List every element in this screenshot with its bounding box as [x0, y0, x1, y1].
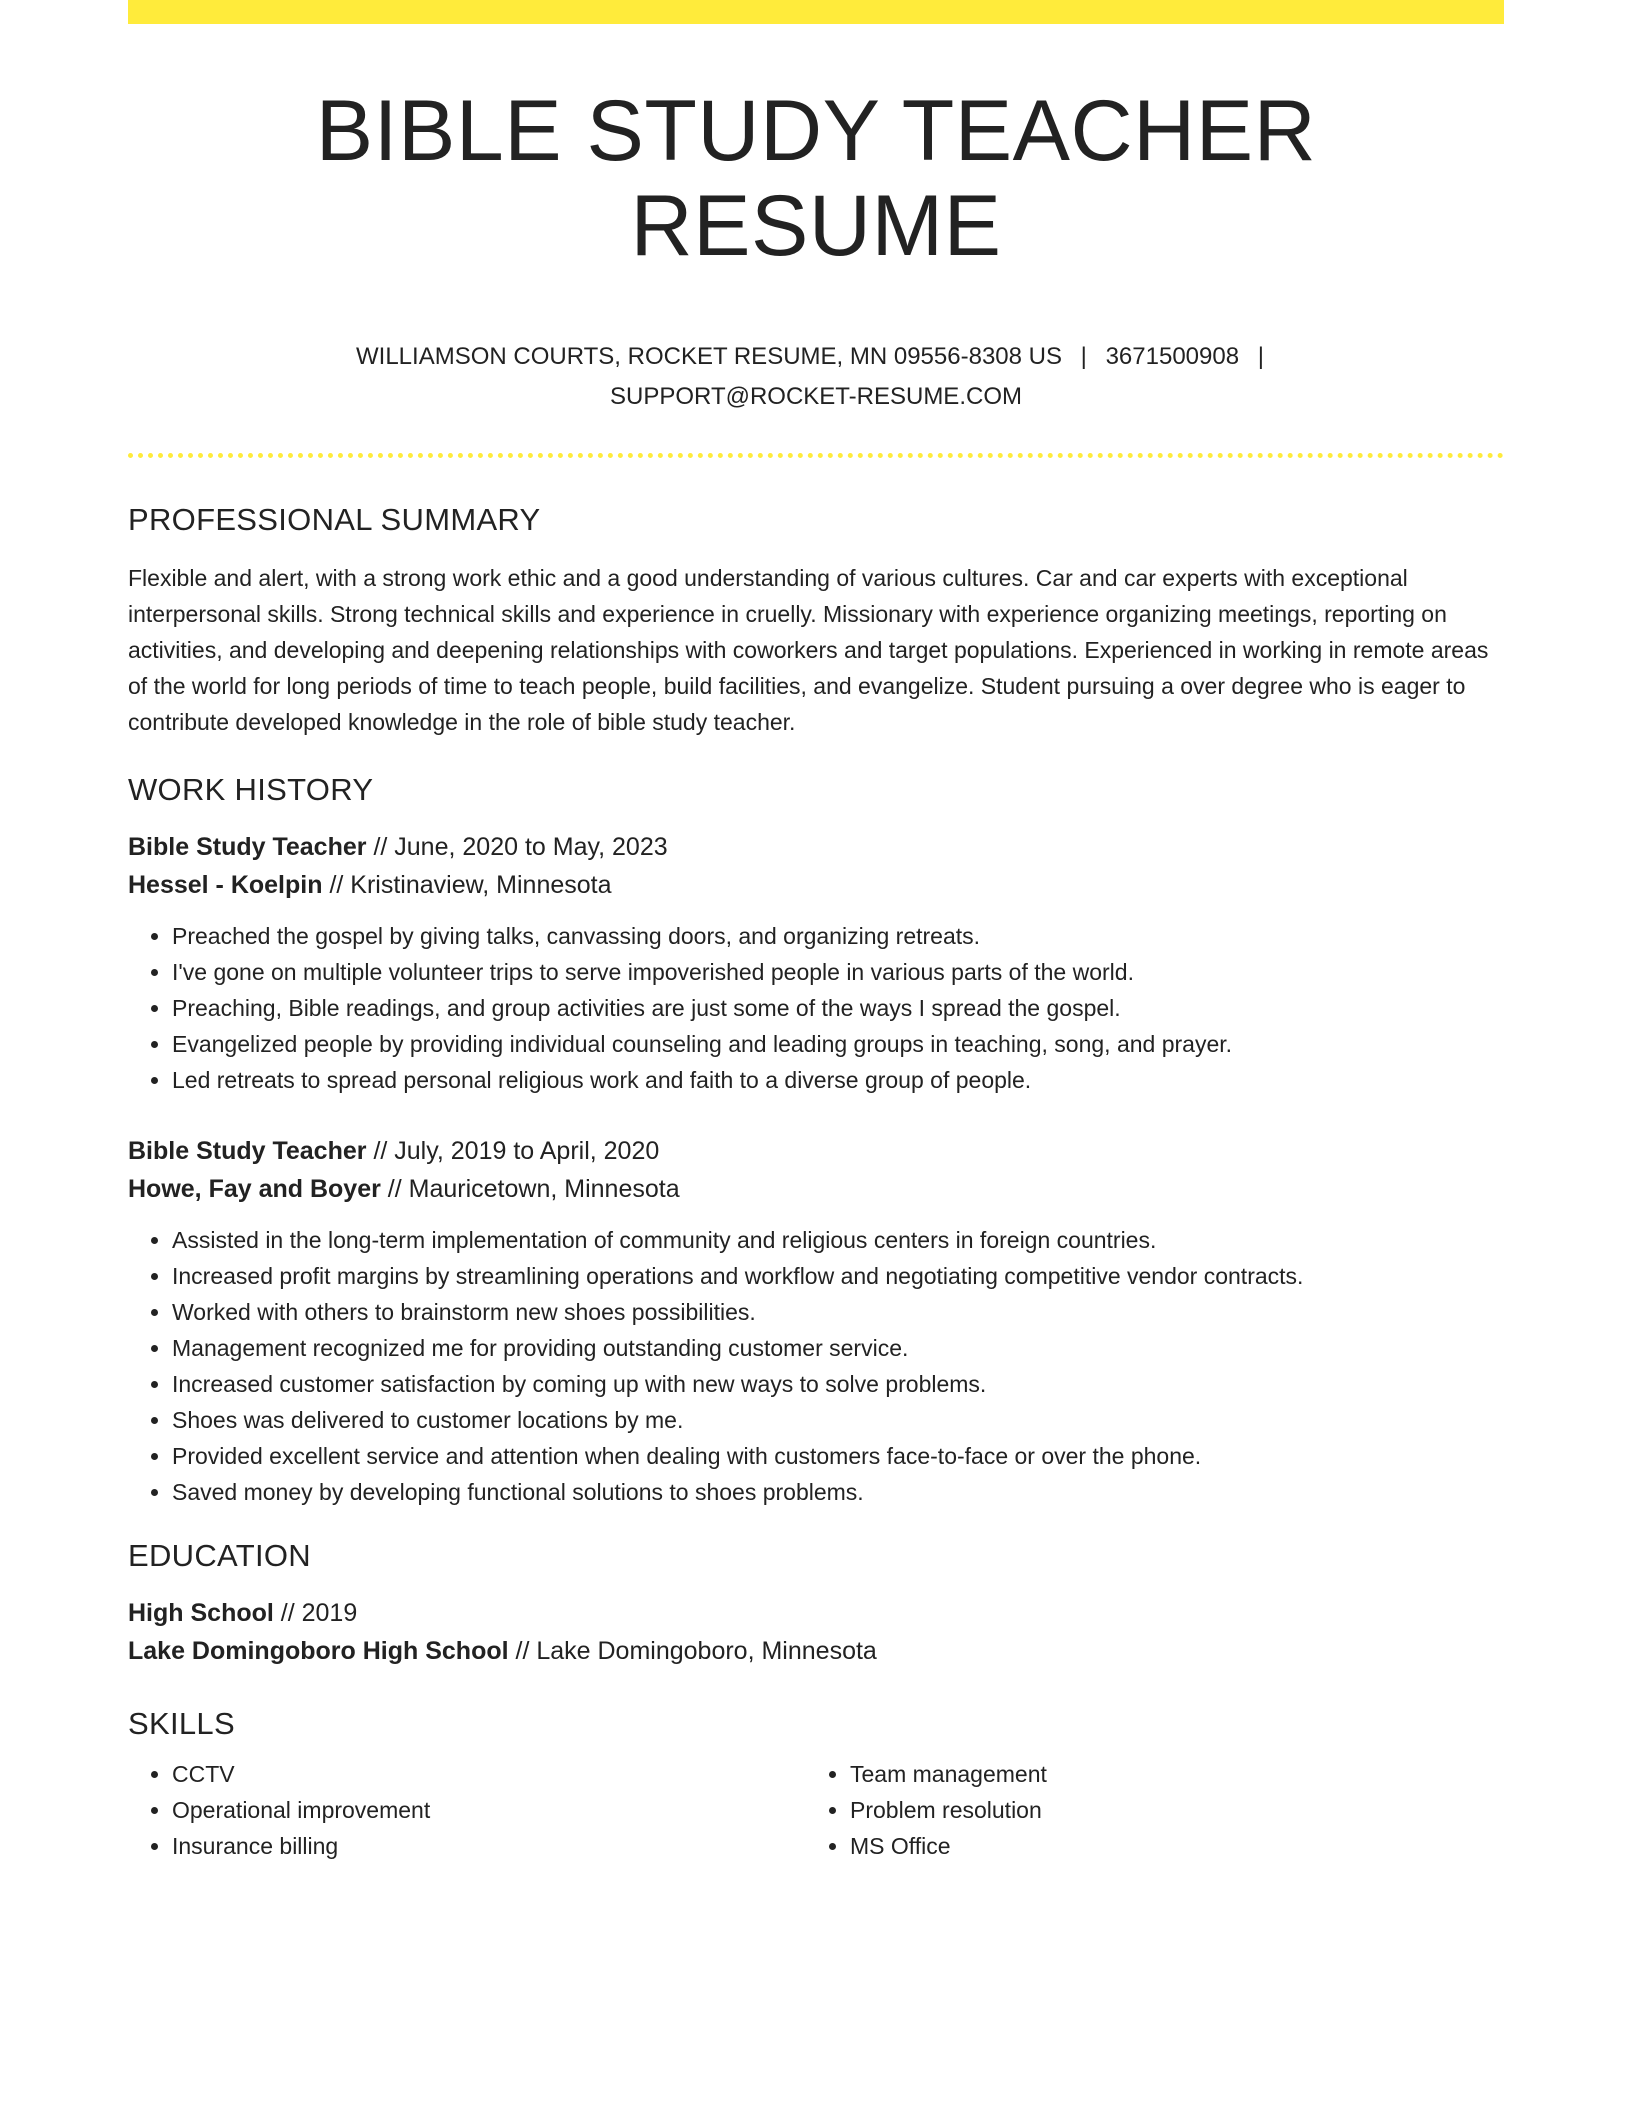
summary-text: Flexible and alert, with a strong work ethic and a good understanding of various cultures. Car and car experts with exceptional interpersonal skills. Strong technical skills and experience in cruelly. Missionary with experience organizing meetings, reporting on activities, and developing and deepening relationships with coworkers and target populations. Experienced in working in remote areas of the world for long periods of time to teach people, build facilities, and evangelize. Student pursuing a over degree who is eager to contribute developed knowledge in the role of bible study teacher.	[128, 565, 1489, 736]
job-entry	[128, 1132, 1504, 1510]
list-item: • Increased customer satisfaction by coming up with new ways to solve problems.	[172, 1366, 1504, 1402]
education-school: Lake Domingoboro High School	[128, 1637, 509, 1666]
contact-phone: 3671500908	[1105, 343, 1240, 371]
job-dates: // June, 2020 to May, 2023	[366, 833, 668, 862]
education-heading: EDUCATION	[128, 1538, 311, 1574]
skills-heading: SKILLS	[128, 1706, 235, 1742]
job-role-line	[128, 1132, 1504, 1170]
dotted-divider	[128, 453, 1504, 458]
skills-columns	[128, 1756, 1504, 1864]
skill-item: • CCTV	[172, 1756, 806, 1792]
skills-left-column	[128, 1756, 806, 1864]
skill-item: • MS Office	[850, 1828, 1484, 1864]
accent-top-bar	[128, 0, 1504, 24]
job-location: // Mauricetown, Minnesota	[380, 1175, 680, 1204]
list-item: • I've gone on multiple volunteer trips to serve impoverished people in various parts of the world.	[172, 954, 1504, 990]
job-company-line	[128, 1170, 1504, 1208]
skills-right-column	[806, 1756, 1484, 1864]
list-item: • Shoes was delivered to customer locations by me.	[172, 1402, 1504, 1438]
list-item: • Preached the gospel by giving talks, canvassing doors, and organizing retreats.	[172, 918, 1504, 954]
education-degree-line	[128, 1594, 1504, 1632]
list-item: • Management recognized me for providing outstanding customer service.	[172, 1330, 1504, 1366]
job-role: Bible Study Teacher	[128, 833, 367, 862]
resume-title: BIBLE STUDY TEACHER RESUME	[315, 83, 1317, 274]
contact-info	[316, 337, 1316, 417]
job-entry	[128, 828, 1504, 1098]
skill-item: • Team management	[850, 1756, 1484, 1792]
list-item: • Preaching, Bible readings, and group activities are just some of the ways I spread the gospel.	[172, 990, 1504, 1026]
skill-item: • Insurance billing	[172, 1828, 806, 1864]
job-bullets	[128, 918, 1504, 1098]
work-history-heading: WORK HISTORY	[128, 772, 374, 808]
job-company: Hessel - Koelpin	[128, 871, 323, 900]
list-item: • Increased profit margins by streamlining operations and workflow and negotiating competitive vendor contracts.	[172, 1258, 1504, 1294]
education-entry	[128, 1594, 1504, 1670]
list-item: • Assisted in the long-term implementation of community and religious centers in foreign countries.	[172, 1222, 1504, 1258]
job-role-line	[128, 828, 1504, 866]
contact-email: SUPPORT@ROCKET-RESUME.COM	[610, 383, 1022, 411]
contact-address: WILLIAMSON COURTS, ROCKET RESUME, MN 09556-8308 US	[356, 343, 1062, 371]
education-school-line	[128, 1632, 1504, 1670]
contact-separator: |	[1257, 343, 1264, 371]
skill-item: • Problem resolution	[850, 1792, 1484, 1828]
job-dates: // July, 2019 to April, 2020	[366, 1137, 660, 1166]
job-location: // Kristinaview, Minnesota	[322, 871, 612, 900]
education-year: // 2019	[273, 1599, 358, 1628]
resume-page	[128, 0, 1504, 1864]
list-item: • Evangelized people by providing individual counseling and leading groups in teaching, song, and prayer.	[172, 1026, 1504, 1062]
list-item: • Provided excellent service and attention when dealing with customers face-to-face or over the phone.	[172, 1438, 1504, 1474]
skill-item: • Operational improvement	[172, 1792, 806, 1828]
job-company: Howe, Fay and Boyer	[128, 1175, 381, 1204]
job-company-line	[128, 866, 1504, 904]
contact-separator: |	[1080, 343, 1087, 371]
education-degree: High School	[128, 1599, 274, 1628]
summary-heading: PROFESSIONAL SUMMARY	[128, 502, 541, 538]
education-location: // Lake Domingoboro, Minnesota	[508, 1637, 877, 1666]
list-item: • Saved money by developing functional solutions to shoes problems.	[172, 1474, 1504, 1510]
job-bullets	[128, 1222, 1504, 1510]
job-role: Bible Study Teacher	[128, 1137, 367, 1166]
list-item: • Worked with others to brainstorm new shoes possibilities.	[172, 1294, 1504, 1330]
list-item: • Led retreats to spread personal religious work and faith to a diverse group of people.	[172, 1062, 1504, 1098]
